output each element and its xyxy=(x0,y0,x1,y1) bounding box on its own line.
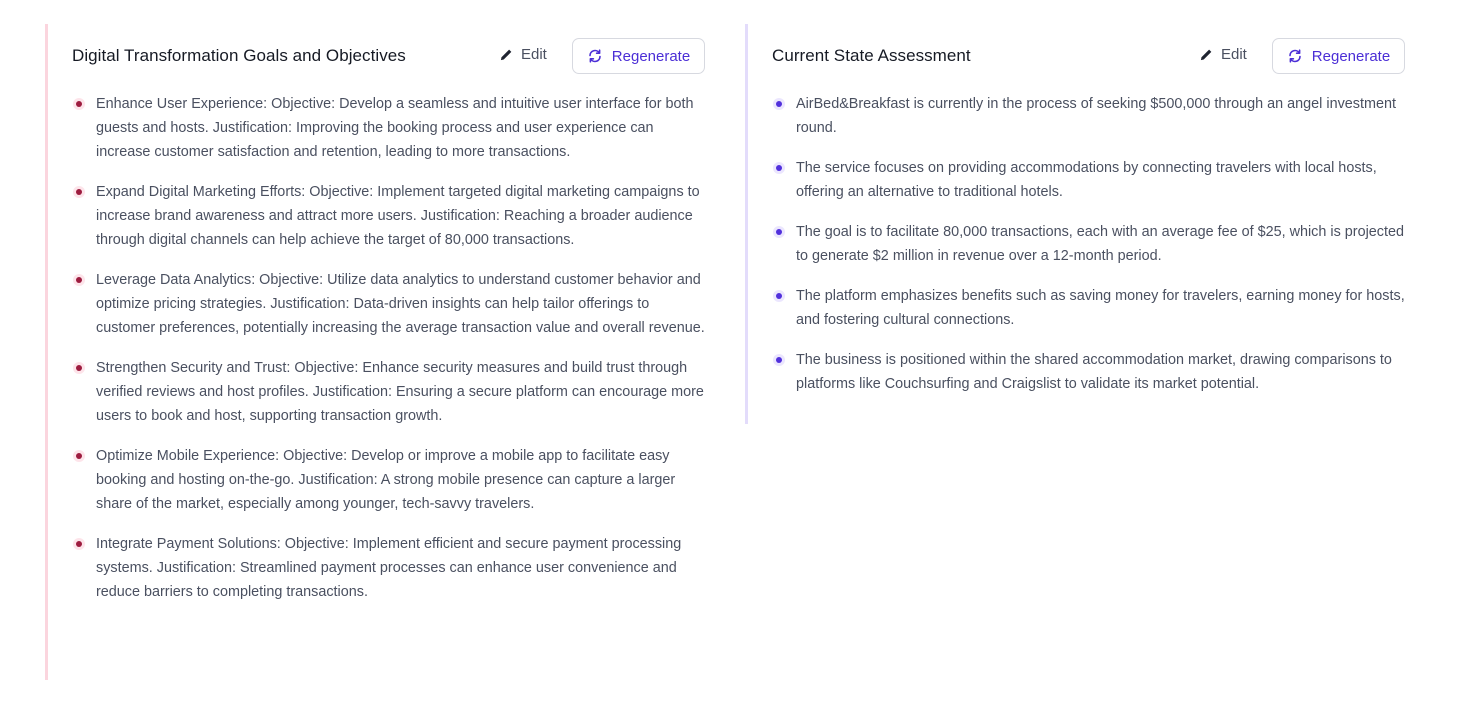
regenerate-label: Regenerate xyxy=(1311,47,1391,65)
bullet-dot-icon xyxy=(73,186,85,198)
list-item xyxy=(772,284,1407,332)
card-header xyxy=(772,24,1407,88)
list-item xyxy=(72,92,707,164)
list-item xyxy=(72,268,707,340)
bullet-dot-icon xyxy=(73,450,85,462)
refresh-icon xyxy=(587,48,603,64)
list-item-text: The goal is to facilitate 80,000 transactions, each with an average fee of $25, which is projected to generate $2 million in revenue over a 12-month period. xyxy=(796,224,1404,264)
list-item xyxy=(72,356,707,428)
list-item-text: Integrate Payment Solutions: Objective: Implement efficient and secure payment processing systems. Justification: Streamlined payment processes can enhance user convenience and reduce barriers to completing transactions. xyxy=(96,536,682,600)
bullet-dot-icon xyxy=(773,162,785,174)
card-header xyxy=(72,24,707,88)
regenerate-label: Regenerate xyxy=(611,47,691,65)
list-item-text: Strengthen Security and Trust: Objective: Enhance security measures and build trust through verified reviews and host profiles. Justification: Ensuring a secure platform can encourage more users to book and host, supporting transaction growth. xyxy=(96,360,704,424)
list-item xyxy=(72,532,707,604)
refresh-icon xyxy=(1287,48,1303,64)
assessment-list xyxy=(772,92,1407,396)
list-item-text: Enhance User Experience: Objective: Develop a seamless and intuitive user interface for both guests and hosts. Justification: Improving the booking process and user experience can increase customer satisfaction and retention, leading to more transactions. xyxy=(96,96,694,160)
list-item-text: Expand Digital Marketing Efforts: Objective: Implement targeted digital marketing campaigns to increase brand awareness and attract more users. Justification: Reaching a broader audience through digital channels can help achieve the target of 80,000 transactions. xyxy=(96,184,700,248)
edit-label: Edit xyxy=(521,46,547,63)
bullet-dot-icon xyxy=(73,362,85,374)
card-title: Current State Assessment xyxy=(772,46,971,65)
bullet-dot-icon xyxy=(73,274,85,286)
regenerate-button[interactable] xyxy=(572,38,705,74)
bullet-dot-icon xyxy=(773,354,785,366)
list-item-text: The service focuses on providing accommodations by connecting travelers with local hosts, offering an alternative to traditional hotels. xyxy=(796,160,1377,200)
list-item xyxy=(772,156,1407,204)
current-state-card xyxy=(745,24,1407,424)
edit-button[interactable] xyxy=(500,46,547,63)
edit-label: Edit xyxy=(1221,46,1247,63)
bullet-dot-icon xyxy=(773,98,785,110)
list-item-text: The platform emphasizes benefits such as saving money for travelers, earning money for hosts, and fostering cultural connections. xyxy=(796,288,1405,328)
list-item xyxy=(772,92,1407,140)
bullet-dot-icon xyxy=(773,226,785,238)
pencil-icon xyxy=(500,48,513,61)
list-item-text: The business is positioned within the shared accommodation market, drawing comparisons to platforms like Couchsurfing and Craigslist to validate its market potential. xyxy=(796,352,1392,392)
bullet-dot-icon xyxy=(73,98,85,110)
list-item xyxy=(72,180,707,252)
list-item-text: Leverage Data Analytics: Objective: Utilize data analytics to understand customer behavior and optimize pricing strategies. Justification: Data-driven insights can help tailor offerings to customer preferences, potentially increasing the average transaction value and overall revenue. xyxy=(96,272,705,336)
list-item xyxy=(772,348,1407,396)
pencil-icon xyxy=(1200,48,1213,61)
list-item xyxy=(72,444,707,516)
card-title: Digital Transformation Goals and Objectives xyxy=(72,46,406,65)
goals-list xyxy=(72,92,707,604)
goals-objectives-card xyxy=(45,24,707,680)
edit-button[interactable] xyxy=(1200,46,1247,63)
list-item-text: Optimize Mobile Experience: Objective: Develop or improve a mobile app to facilitate easy booking and hosting on-the-go. Justification: A strong mobile presence can capture a larger share of the market, especially among younger, tech-savvy travelers. xyxy=(96,448,676,512)
list-item xyxy=(772,220,1407,268)
bullet-dot-icon xyxy=(773,290,785,302)
bullet-dot-icon xyxy=(73,538,85,550)
list-item-text: AirBed&Breakfast is currently in the process of seeking $500,000 through an angel investment round. xyxy=(796,96,1396,136)
regenerate-button[interactable] xyxy=(1272,38,1405,74)
